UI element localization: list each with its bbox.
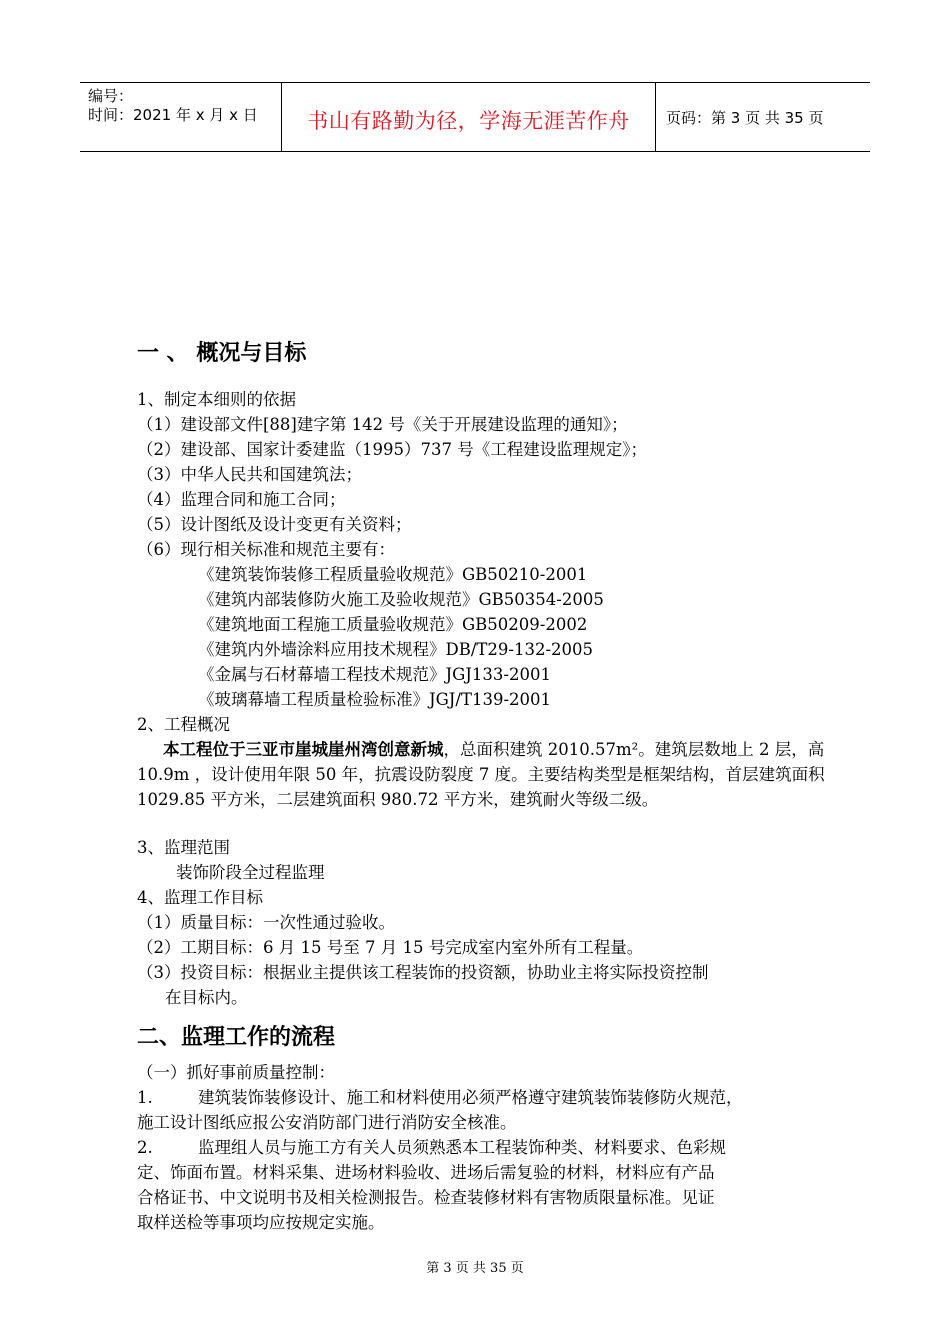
goal-item: （1）质量目标：一次性通过验收。 xyxy=(137,913,395,932)
item1-number: 1. xyxy=(137,1088,153,1107)
basis-item: （3）中华人民共和国建筑法； xyxy=(137,465,362,484)
basis-item: （2）建设部、国家计委建监（1995）737 号《工程建设监理规定》； xyxy=(137,440,647,459)
overview-location: 本工程位于三亚市崖城崖州湾创意新城 xyxy=(163,740,444,759)
goal-item-continued: 在目标内。 xyxy=(165,988,248,1007)
basis-item: （1）建设部文件[88]建字第 142 号《关于开展建设监理的通知》； xyxy=(137,415,628,434)
basis-item: （6）现行相关标准和规范主要有： xyxy=(137,540,395,559)
goal-item: （3）投资目标：根据业主提供该工程装饰的投资额，协助业主将实际投资控制 xyxy=(137,963,709,982)
standard-item: 《建筑地面工程施工质量验收规范》GB50209-2002 xyxy=(198,615,588,634)
standard-item: 《金属与石材幕墙工程技术规范》JGJ133-2001 xyxy=(198,665,551,684)
header-left-cell xyxy=(80,83,282,151)
overview-paragraph xyxy=(137,737,827,812)
goals-title: 4、监理工作目标 xyxy=(137,888,263,907)
section1-title: 一 、 概况与目标 xyxy=(137,341,307,366)
item1-rest: 施工设计图纸应报公安消防部门进行消防安全核准。 xyxy=(137,1113,517,1132)
standard-item: 《建筑装饰装修工程质量验收规范》GB50210-2001 xyxy=(198,565,588,584)
header-page-label: 页码：第 3 页 共 35 页 xyxy=(666,109,824,127)
time-label: 时间：2021 年 x 月 x 日 xyxy=(88,106,258,124)
header-motto-cell xyxy=(282,83,656,151)
basis-item: （5）设计图纸及设计变更有关资料； xyxy=(137,515,412,534)
page-footer: 第 3 页 共 35 页 xyxy=(426,1261,524,1276)
section2-title: 二、监理工作的流程 xyxy=(137,1025,336,1050)
standard-item: 《建筑内部装修防火施工及验收规范》GB50354-2005 xyxy=(198,590,604,609)
overview-text: ，总面积建筑 2010.57m²。建筑层数地上 2 层，高 10.9m ，设计使用年限 50 年，抗震设防裂度 7 度。主要结构类型是框架结构，首层建筑面积 1029.85 平方米，二层建筑面积 980.72 平方米，建筑耐火等级二级。 xyxy=(137,740,825,809)
item2-number: 2. xyxy=(137,1138,153,1157)
item2-line: 取样送检等事项均应按规定实施。 xyxy=(137,1213,385,1232)
scope-text: 装饰阶段全过程监理 xyxy=(176,863,325,882)
serial-label: 编号： xyxy=(88,87,134,105)
basis-item: （4）监理合同和施工合同； xyxy=(137,490,346,509)
item1-first-line: 建筑装饰装修设计、施工和材料使用必须严格遵守建筑装饰装修防火规范， xyxy=(198,1088,743,1107)
standard-item: 《玻璃幕墙工程质量检验标准》JGJ/T139-2001 xyxy=(198,690,552,709)
section2-sub1: （一）抓好事前质量控制： xyxy=(137,1063,335,1082)
item2-first-line: 监理组人员与施工方有关人员须熟悉本工程装饰种类、材料要求、色彩规 xyxy=(198,1138,726,1157)
scope-title: 3、监理范围 xyxy=(137,838,230,857)
goal-item: （2）工期目标：6 月 15 号至 7 月 15 号完成室内室外所有工程量。 xyxy=(137,938,644,957)
basis-title: 1、制定本细则的依据 xyxy=(137,390,296,409)
overview-title: 2、工程概况 xyxy=(137,715,230,734)
item2-line: 定、饰面布置。材料采集、进场材料验收、进场后需复验的材料，材料应有产品 xyxy=(137,1163,715,1182)
item2-line: 合格证书、中文说明书及相关检测报告。检查装修材料有害物质限量标准。见证 xyxy=(137,1188,715,1207)
standard-item: 《建筑内外墙涂料应用技术规程》DB/T29-132-2005 xyxy=(198,640,594,659)
header-motto: 书山有路勤为径，学海无涯苦作舟 xyxy=(307,109,630,133)
document-header xyxy=(80,82,870,152)
header-page-cell xyxy=(656,83,870,151)
